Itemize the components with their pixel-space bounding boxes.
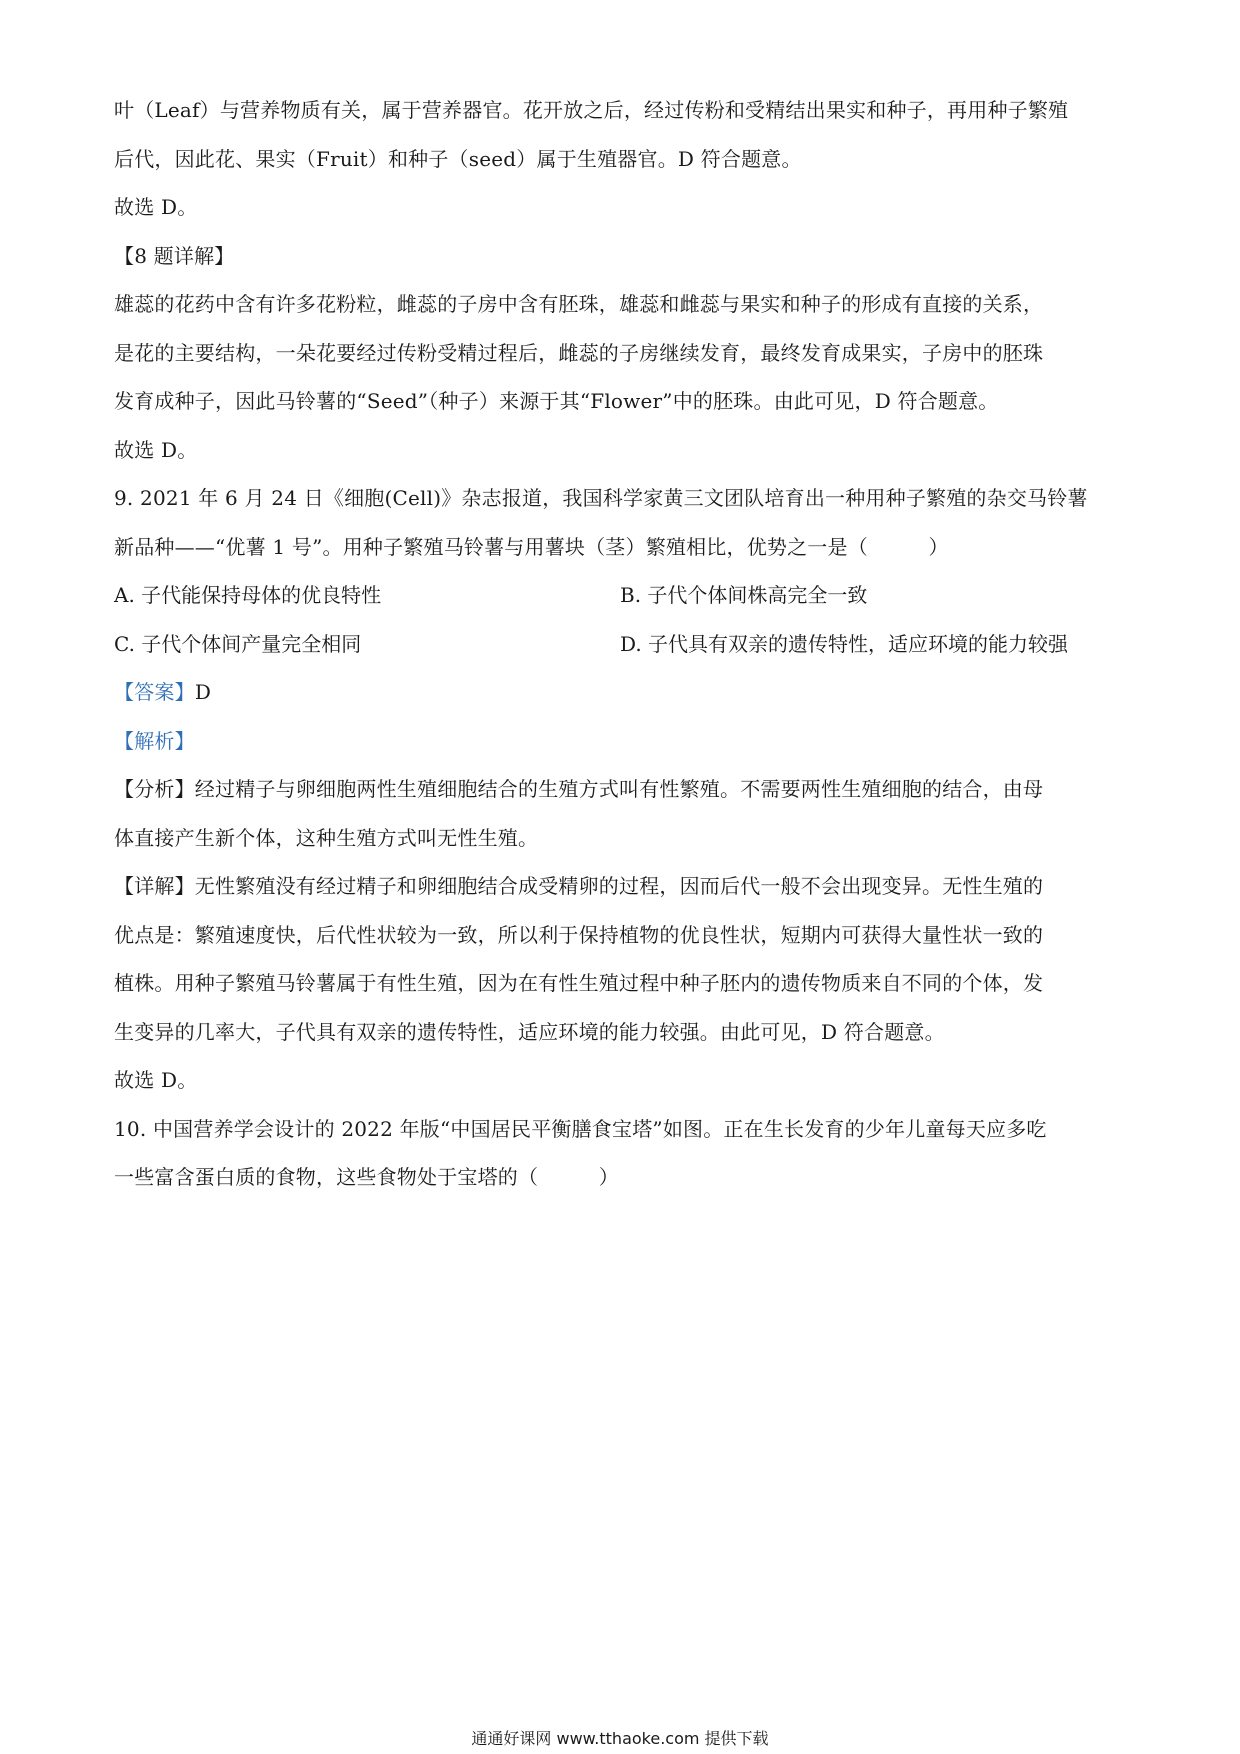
option-a: A. 子代能保持母体的优良特性 (114, 583, 382, 607)
conclusion-line: 故选 D。 (114, 195, 198, 219)
option-b: B. 子代个体间株高完全一致 (620, 583, 868, 607)
question-stem: 新品种——“优薯 1 号”。用种子繁殖马铃薯与用薯块（茎）繁殖相比，优势之一是（ ） (114, 534, 949, 559)
options-row (114, 583, 1134, 632)
question-stem: 10. 中国营养学会设计的 2022 年版“中国居民平衡膳食宝塔”如图。正在生长发育的少年儿童每天应多吃 (114, 1116, 1047, 1141)
analysis-label: 【解析】 (114, 728, 195, 753)
conclusion-line: 故选 D。 (114, 1068, 198, 1092)
paragraph-line: 是花的主要结构，一朵花要经过传粉受精过程后，雌蕊的子房继续发育，最终发育成果实，子房中的胚珠 (114, 340, 1044, 365)
section-heading: 【8 题详解】 (114, 243, 235, 268)
option-d: D. 子代具有双亲的遗传特性，适应环境的能力较强 (620, 631, 1069, 656)
option-c: C. 子代个体间产量完全相同 (114, 631, 362, 656)
options-row (114, 632, 1134, 681)
paragraph-line: 体直接产生新个体，这种生殖方式叫无性生殖。 (114, 825, 539, 850)
paragraph-line: 植株。用种子繁殖马铃薯属于有性生殖，因为在有性生殖过程中种子胚内的遗传物质来自不同的个体，发 (114, 971, 1044, 995)
page-footer: 通通好课网 www.tthaoke.com 提供下载 (471, 1729, 769, 1748)
question-stem: 9. 2021 年 6 月 24 日《细胞(Cell)》杂志报道，我国科学家黄三文团队培育出一种用种子繁殖的杂交马铃薯 (114, 486, 1088, 510)
paragraph-line: 【详解】无性繁殖没有经过精子和卵细胞结合成受精卵的过程，因而后代一般不会出现变异。无性生殖的 (114, 874, 1044, 898)
conclusion-line: 故选 D。 (114, 437, 198, 462)
paragraph-line: 叶（Leaf）与营养物质有关，属于营养器官。花开放之后，经过传粉和受精结出果实和种子，再用种子繁殖 (114, 98, 1069, 122)
paragraph-line: 发育成种子，因此马铃薯的“Seed”（种子）来源于其“Flower”中的胚珠。由此可见，D 符合题意。 (114, 389, 999, 413)
answer-line (114, 680, 1134, 729)
paragraph-line: 后代，因此花、果实（Fruit）和种子（seed）属于生殖器官。D 符合题意。 (114, 146, 802, 171)
question-stem: 一些富含蛋白质的食物，这些食物处于宝塔的（ ） (114, 1165, 619, 1189)
paragraph-line: 【分析】经过精子与卵细胞两性生殖细胞结合的生殖方式叫有性繁殖。不需要两性生殖细胞的结合，由母 (114, 777, 1044, 801)
paragraph-line: 生变异的几率大，子代具有双亲的遗传特性，适应环境的能力较强。由此可见，D 符合题意。 (114, 1019, 945, 1044)
paragraph-line: 优点是：繁殖速度快，后代性状较为一致，所以利于保持植物的优良性状，短期内可获得大量性状一致的 (114, 922, 1044, 947)
answer-label: 【答案】 (114, 680, 195, 704)
answer-value: D (194, 680, 212, 704)
paragraph-line: 雄蕊的花药中含有许多花粉粒，雌蕊的子房中含有胚珠，雄蕊和雌蕊与果实和种子的形成有直接的关系， (114, 292, 1044, 316)
document-body (114, 98, 1134, 1214)
